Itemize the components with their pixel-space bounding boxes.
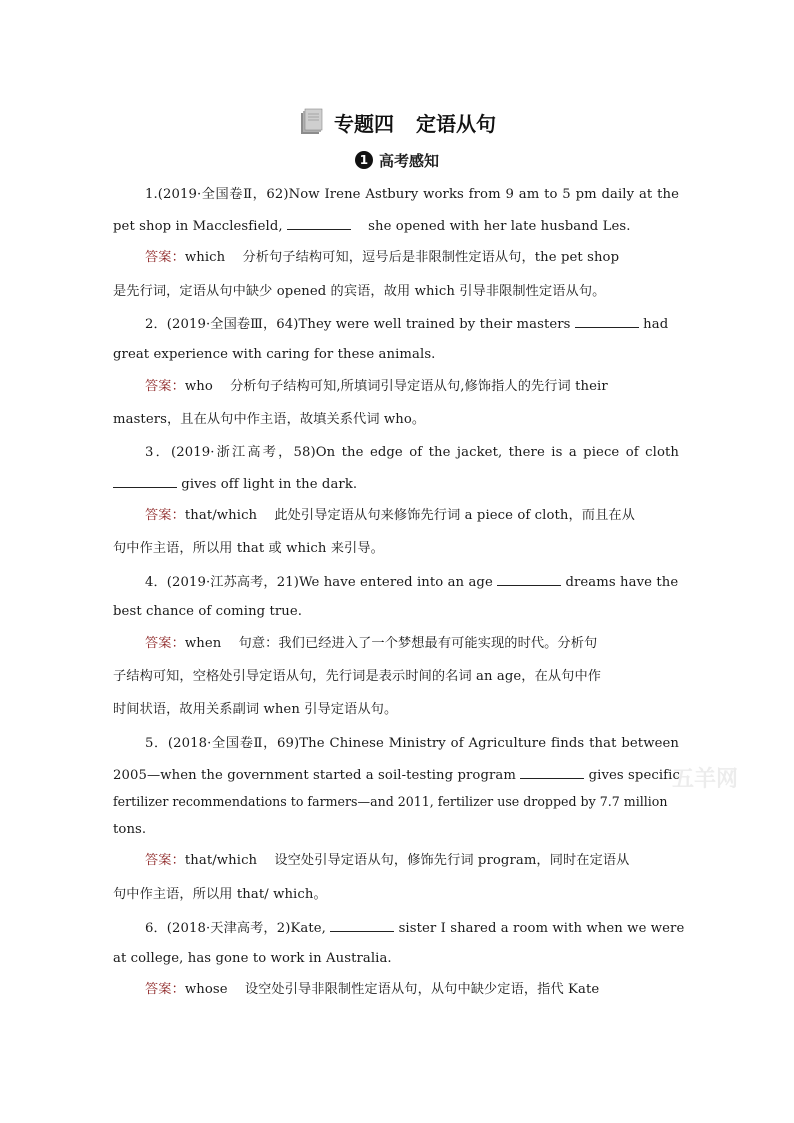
q2-line-2: great experience with caring for these animals. xyxy=(113,347,436,362)
q4-line-1: 4．(2019·江苏高考，21)We have entered into an age dreams have the xyxy=(145,575,679,590)
q1-line-2: pet shop in Macclesfield, she opened with her late husband Les. xyxy=(113,219,631,234)
answer-label: 答案： xyxy=(145,250,185,265)
section-label: 高考感知 xyxy=(378,151,439,170)
q6-answer-line xyxy=(145,981,679,999)
section-heading xyxy=(0,148,794,172)
q6-line-1: 6．(2018·天津高考，2)Kate, sister I shared a room with when we were xyxy=(145,921,685,936)
title-prefix: 专题四 xyxy=(334,111,394,136)
q4-explanation-2: 子结构可知，空格处引导定语从句，先行词是表示时间的名词 an age，在从句中作 xyxy=(113,669,602,684)
answer-word: whose xyxy=(184,982,228,997)
answer-blank xyxy=(497,573,561,586)
q1-line-1: 1.(2019·全国卷Ⅱ，62)Now Irene Astbury works from 9 am to 5 pm daily at the xyxy=(145,187,679,202)
explanation: 设空处引导非限制性定语从句，从句中缺少定语，指代 Kate xyxy=(244,982,600,997)
answer-label: 答案： xyxy=(145,982,185,997)
q2-answer-line xyxy=(145,378,679,396)
answer-blank xyxy=(520,766,584,779)
answer-word: that/which xyxy=(184,508,258,523)
answer-blank xyxy=(113,475,177,488)
q3-answer-line xyxy=(145,507,679,525)
q3-line-1: 3．(2019·浙江高考，58)On the edge of the jacket, there is a piece of cloth xyxy=(145,445,679,460)
q2-line-1: 2．(2019·全国卷Ⅲ，64)They were well trained by their masters had xyxy=(145,317,669,332)
answer-blank xyxy=(330,919,394,932)
q5-line-1: 5．(2018·全国卷Ⅱ，69)The Chinese Ministry of Agriculture finds that between xyxy=(145,736,679,751)
page-title xyxy=(0,104,794,140)
answer-label: 答案： xyxy=(145,853,185,868)
answer-label: 答案： xyxy=(145,636,185,651)
q5-explanation-2: 句中作主语，所以用 that/ which。 xyxy=(113,887,327,902)
q1-explanation-2: 是先行词，定语从句中缺少 opened 的宾语，故用 which 引导非限制性定语从句。 xyxy=(113,284,606,299)
explanation: 句意：我们已经进入了一个梦想最有可能实现的时代。分析句 xyxy=(238,636,598,651)
explanation: 此处引导定语从句来修饰先行词 a piece of cloth，而且在从 xyxy=(274,508,635,523)
q5-line-4: tons. xyxy=(113,822,147,837)
explanation: 分析句子结构可知，逗号后是非限制性定语从句，the pet shop xyxy=(242,250,620,265)
q1-answer-line xyxy=(145,249,679,267)
explanation: 设空处引导定语从句，修饰先行词 program，同时在定语从 xyxy=(274,853,630,868)
answer-blank xyxy=(575,315,639,328)
section-number-badge: 1 xyxy=(355,151,373,169)
q5-line-3: fertilizer recommendations to farmers—and 2011, fertilizer use dropped by 7.7 million xyxy=(113,794,668,809)
q4-explanation-3: 时间状语，故用关系副词 when 引导定语从句。 xyxy=(113,702,398,717)
q3-line-2: gives off light in the dark. xyxy=(113,475,679,494)
answer-label: 答案： xyxy=(145,379,185,394)
q4-line-2: best chance of coming true. xyxy=(113,604,303,619)
q3-explanation-2: 句中作主语，所以用 that 或 which 来引导。 xyxy=(113,541,384,556)
answer-blank xyxy=(287,217,351,230)
q5-line-2: 2005—when the government started a soil-testing program gives specific xyxy=(113,768,680,783)
answer-word: that/which xyxy=(184,853,258,868)
watermark: 五羊网 xyxy=(672,767,739,792)
title-main: 定语从句 xyxy=(416,111,496,136)
book-icon xyxy=(298,108,324,136)
q6-line-2: at college, has gone to work in Australia. xyxy=(113,951,392,966)
q5-answer-line xyxy=(145,852,679,870)
q2-explanation-2: masters，且在从句中作主语，故填关系代词 who。 xyxy=(113,412,426,427)
answer-word: when xyxy=(184,636,222,651)
answer-word: which xyxy=(184,250,226,265)
answer-word: who xyxy=(184,379,213,394)
q4-answer-line xyxy=(145,635,679,653)
answer-label: 答案： xyxy=(145,508,185,523)
explanation: 分析句子结构可知,所填词引导定语从句,修饰指人的先行词 their xyxy=(230,379,608,394)
